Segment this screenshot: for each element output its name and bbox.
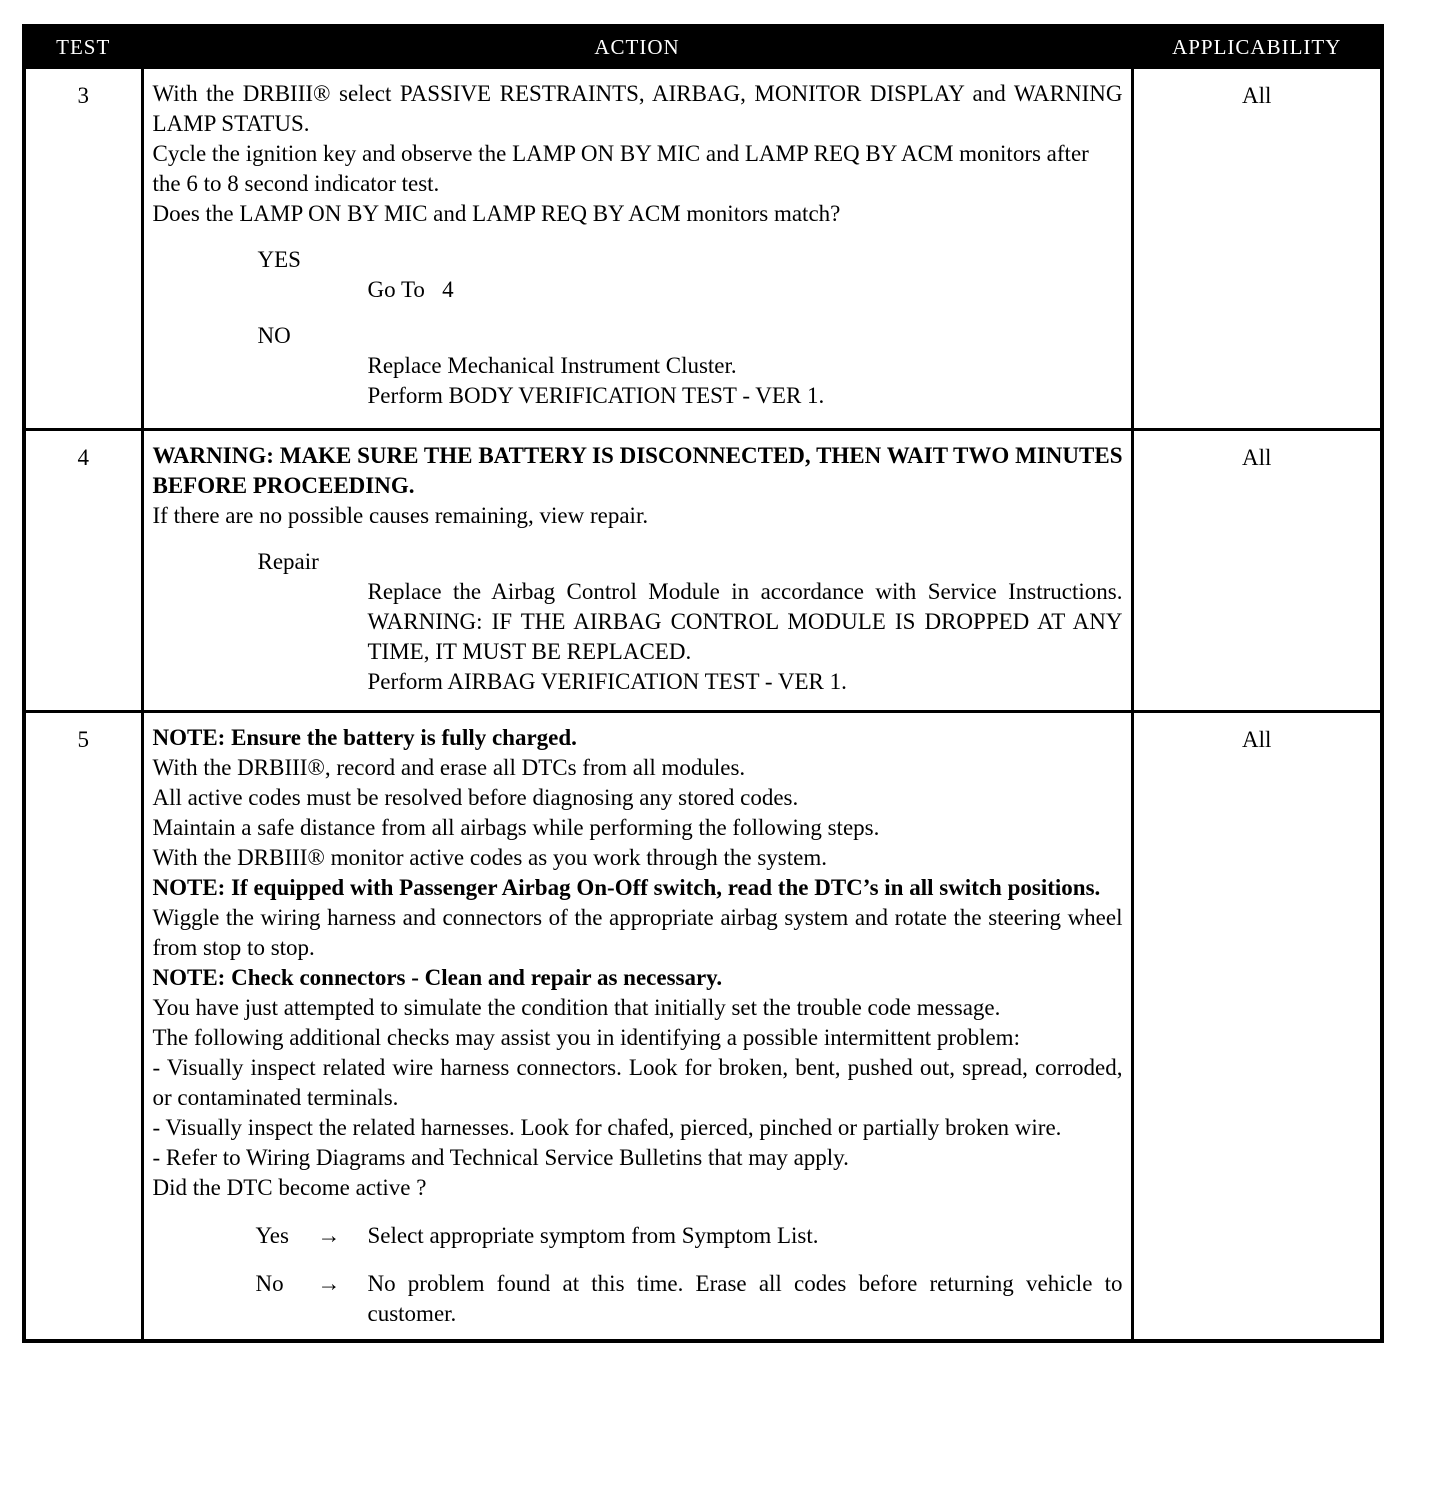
response-no-text: Replace Mechanical Instrument Cluster. bbox=[367, 353, 737, 378]
action-text: With the DRBIII® select PASSIVE RESTRAINTS, AIRBAG, MONITOR DISPLAY and WARNING LAMP STATUS. bbox=[152, 81, 1123, 136]
action-text: - Visually inspect the related harnesses. Look for chafed, pierced, pinched or partially broken wire. bbox=[152, 1115, 1062, 1140]
action-cell bbox=[142, 68, 1132, 430]
response-yes-label: Yes bbox=[255, 1223, 289, 1248]
response-no-label: NO bbox=[257, 323, 291, 348]
action-text: Does the LAMP ON BY MIC and LAMP REQ BY ACM monitors match? bbox=[152, 201, 841, 226]
action-cell bbox=[142, 712, 1132, 1342]
action-text: If there are no possible causes remaining, view repair. bbox=[152, 503, 649, 528]
note-text: NOTE: Check connectors - Clean and repair as necessary. bbox=[152, 965, 723, 990]
action-text: The following additional checks may assist you in identifying a possible intermittent problem: bbox=[152, 1025, 1020, 1050]
response-yes-text: Go To 4 bbox=[367, 277, 454, 302]
table-row bbox=[24, 68, 1382, 430]
note-text: NOTE: If equipped with Passenger Airbag On-Off switch, read the DTC’s in all switch positions. bbox=[152, 875, 1101, 900]
applicability-value: All bbox=[1132, 430, 1382, 712]
repair-text: Replace the Airbag Control Module in accordance with Service Instructions. WARNING: IF THE AIRBAG CONTROL MODULE IS DROPPED AT ANY TIME, IT MUST BE REPLACED. bbox=[367, 579, 1123, 664]
note-text: NOTE: Ensure the battery is fully charged. bbox=[152, 725, 577, 750]
right-arrow-icon: → bbox=[317, 1223, 341, 1248]
repair-label: Repair bbox=[257, 549, 319, 574]
response-no-row bbox=[153, 1269, 1123, 1329]
action-text: All active codes must be resolved before diagnosing any stored codes. bbox=[152, 785, 799, 810]
response-yes-text: Select appropriate symptom from Symptom List. bbox=[367, 1223, 819, 1248]
test-number: 3 bbox=[24, 68, 142, 430]
table-row bbox=[24, 430, 1382, 712]
applicability-value: All bbox=[1132, 712, 1382, 1342]
test-number: 4 bbox=[24, 430, 142, 712]
action-text: Wiggle the wiring harness and connectors of the appropriate airbag system and rotate the steering wheel from stop to stop. bbox=[152, 905, 1123, 960]
action-text: Did the DTC become active ? bbox=[152, 1175, 427, 1200]
table-row bbox=[24, 712, 1382, 1342]
action-text: Maintain a safe distance from all airbags while performing the following steps. bbox=[152, 815, 880, 840]
action-text: - Refer to Wiring Diagrams and Technical Service Bulletins that may apply. bbox=[152, 1145, 849, 1170]
applicability-value: All bbox=[1132, 68, 1382, 430]
repair-text: Perform AIRBAG VERIFICATION TEST - VER 1. bbox=[367, 669, 847, 694]
right-arrow-icon: → bbox=[317, 1271, 341, 1296]
header-test: TEST bbox=[24, 26, 142, 68]
response-yes-row bbox=[153, 1221, 1123, 1251]
test-number: 5 bbox=[24, 712, 142, 1342]
action-text: - Visually inspect related wire harness connectors. Look for broken, bent, pushed out, spread, corroded, or contaminated terminals. bbox=[152, 1055, 1123, 1110]
response-no-text: No problem found at this time. Erase all codes before returning vehicle to customer. bbox=[367, 1271, 1123, 1326]
warning-text: WARNING: MAKE SURE THE BATTERY IS DISCONNECTED, THEN WAIT TWO MINUTES BEFORE PROCEEDING. bbox=[152, 443, 1123, 498]
response-no-label: No bbox=[255, 1271, 284, 1296]
action-cell bbox=[142, 430, 1132, 712]
response-yes-label: YES bbox=[257, 247, 301, 272]
response-no-text: Perform BODY VERIFICATION TEST - VER 1. bbox=[367, 383, 825, 408]
diagnostic-table bbox=[22, 24, 1384, 1343]
action-text: Cycle the ignition key and observe the LAMP ON BY MIC and LAMP REQ BY ACM monitors after the 6 to 8 second indicator test. bbox=[152, 141, 1089, 196]
action-text: With the DRBIII®, record and erase all DTCs from all modules. bbox=[152, 755, 746, 780]
action-text: You have just attempted to simulate the condition that initially set the trouble code message. bbox=[152, 995, 1001, 1020]
header-applicability: APPLICABILITY bbox=[1132, 26, 1382, 68]
header-action: ACTION bbox=[142, 26, 1132, 68]
action-text: With the DRBIII® monitor active codes as you work through the system. bbox=[152, 845, 827, 870]
table-header-row bbox=[24, 26, 1382, 68]
